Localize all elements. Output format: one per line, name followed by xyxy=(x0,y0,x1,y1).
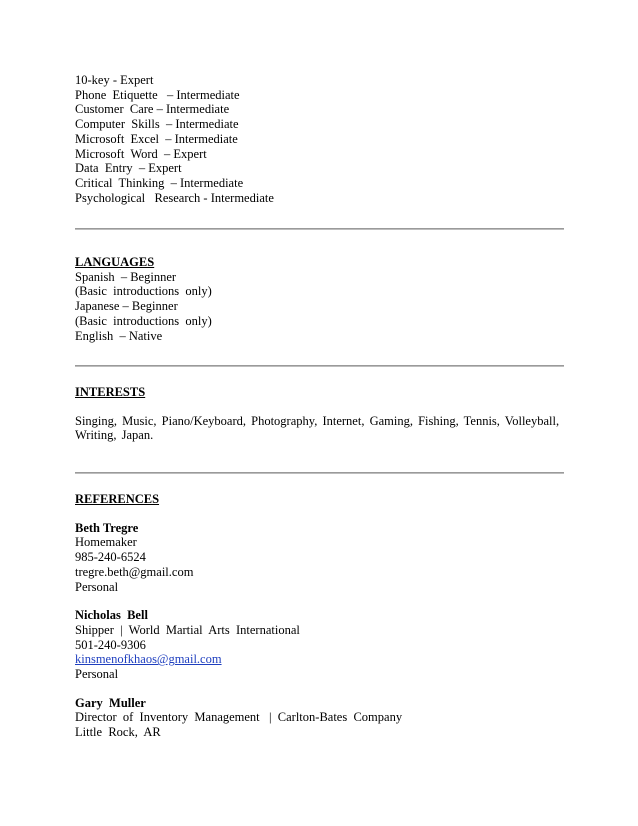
reference-email-link[interactable]: kinsmenofkhaos@gmail.com xyxy=(75,652,222,667)
languages-section xyxy=(75,255,565,343)
language-item: Spanish – Beginner xyxy=(75,269,177,284)
references-section xyxy=(75,492,565,740)
interests-heading: INTERESTS xyxy=(75,385,146,399)
section-divider xyxy=(75,228,564,230)
reference-relation: Personal xyxy=(75,667,119,682)
reference-entry xyxy=(75,608,565,682)
skill-item: Microsoft Word – Expert xyxy=(75,146,207,161)
reference-email-row xyxy=(75,652,565,667)
language-item: English – Native xyxy=(75,328,163,343)
skill-item: Computer Skills – Intermediate xyxy=(75,117,239,132)
references-heading: REFERENCES xyxy=(75,492,160,506)
section-divider xyxy=(75,472,564,474)
languages-heading: LANGUAGES xyxy=(75,255,155,269)
skill-item: Phone Etiquette – Intermediate xyxy=(75,87,240,102)
language-item: Japanese – Beginner xyxy=(75,299,178,314)
language-item: (Basic introductions only) xyxy=(75,313,212,328)
reference-entry xyxy=(75,696,565,740)
skill-item: Psychological Research - Intermediate xyxy=(75,190,274,205)
reference-title: Homemaker xyxy=(75,535,137,550)
reference-name: Beth Tregre xyxy=(75,520,139,535)
reference-entry xyxy=(75,521,565,595)
section-divider xyxy=(75,365,564,367)
reference-email: tregre.beth@gmail.com xyxy=(75,564,194,579)
skill-item: Microsoft Excel – Intermediate xyxy=(75,131,238,146)
reference-title: Director of Inventory Management | Carlton-Bates Company xyxy=(75,710,403,725)
reference-name: Nicholas Bell xyxy=(75,608,148,623)
reference-title: Shipper | World Martial Arts International xyxy=(75,622,300,637)
skill-item: 10-key - Expert xyxy=(75,73,154,87)
reference-phone: 985-240-6524 xyxy=(75,550,146,565)
interests-text: Singing, Music, Piano/Keyboard, Photography, Internet, Gaming, Fishing, Tennis, Volleyball, Writing, Japan. xyxy=(75,413,560,443)
reference-name: Gary Muller xyxy=(75,695,146,710)
skill-item: Data Entry – Expert xyxy=(75,161,182,176)
skills-list xyxy=(75,73,565,205)
reference-phone: 501-240-9306 xyxy=(75,637,146,652)
interests-section xyxy=(75,385,565,443)
reference-relation: Personal xyxy=(75,579,119,594)
language-item: (Basic introductions only) xyxy=(75,284,212,299)
skill-item: Critical Thinking – Intermediate xyxy=(75,175,244,190)
reference-location: Little Rock, AR xyxy=(75,725,161,740)
skill-item: Customer Care – Intermediate xyxy=(75,102,230,117)
